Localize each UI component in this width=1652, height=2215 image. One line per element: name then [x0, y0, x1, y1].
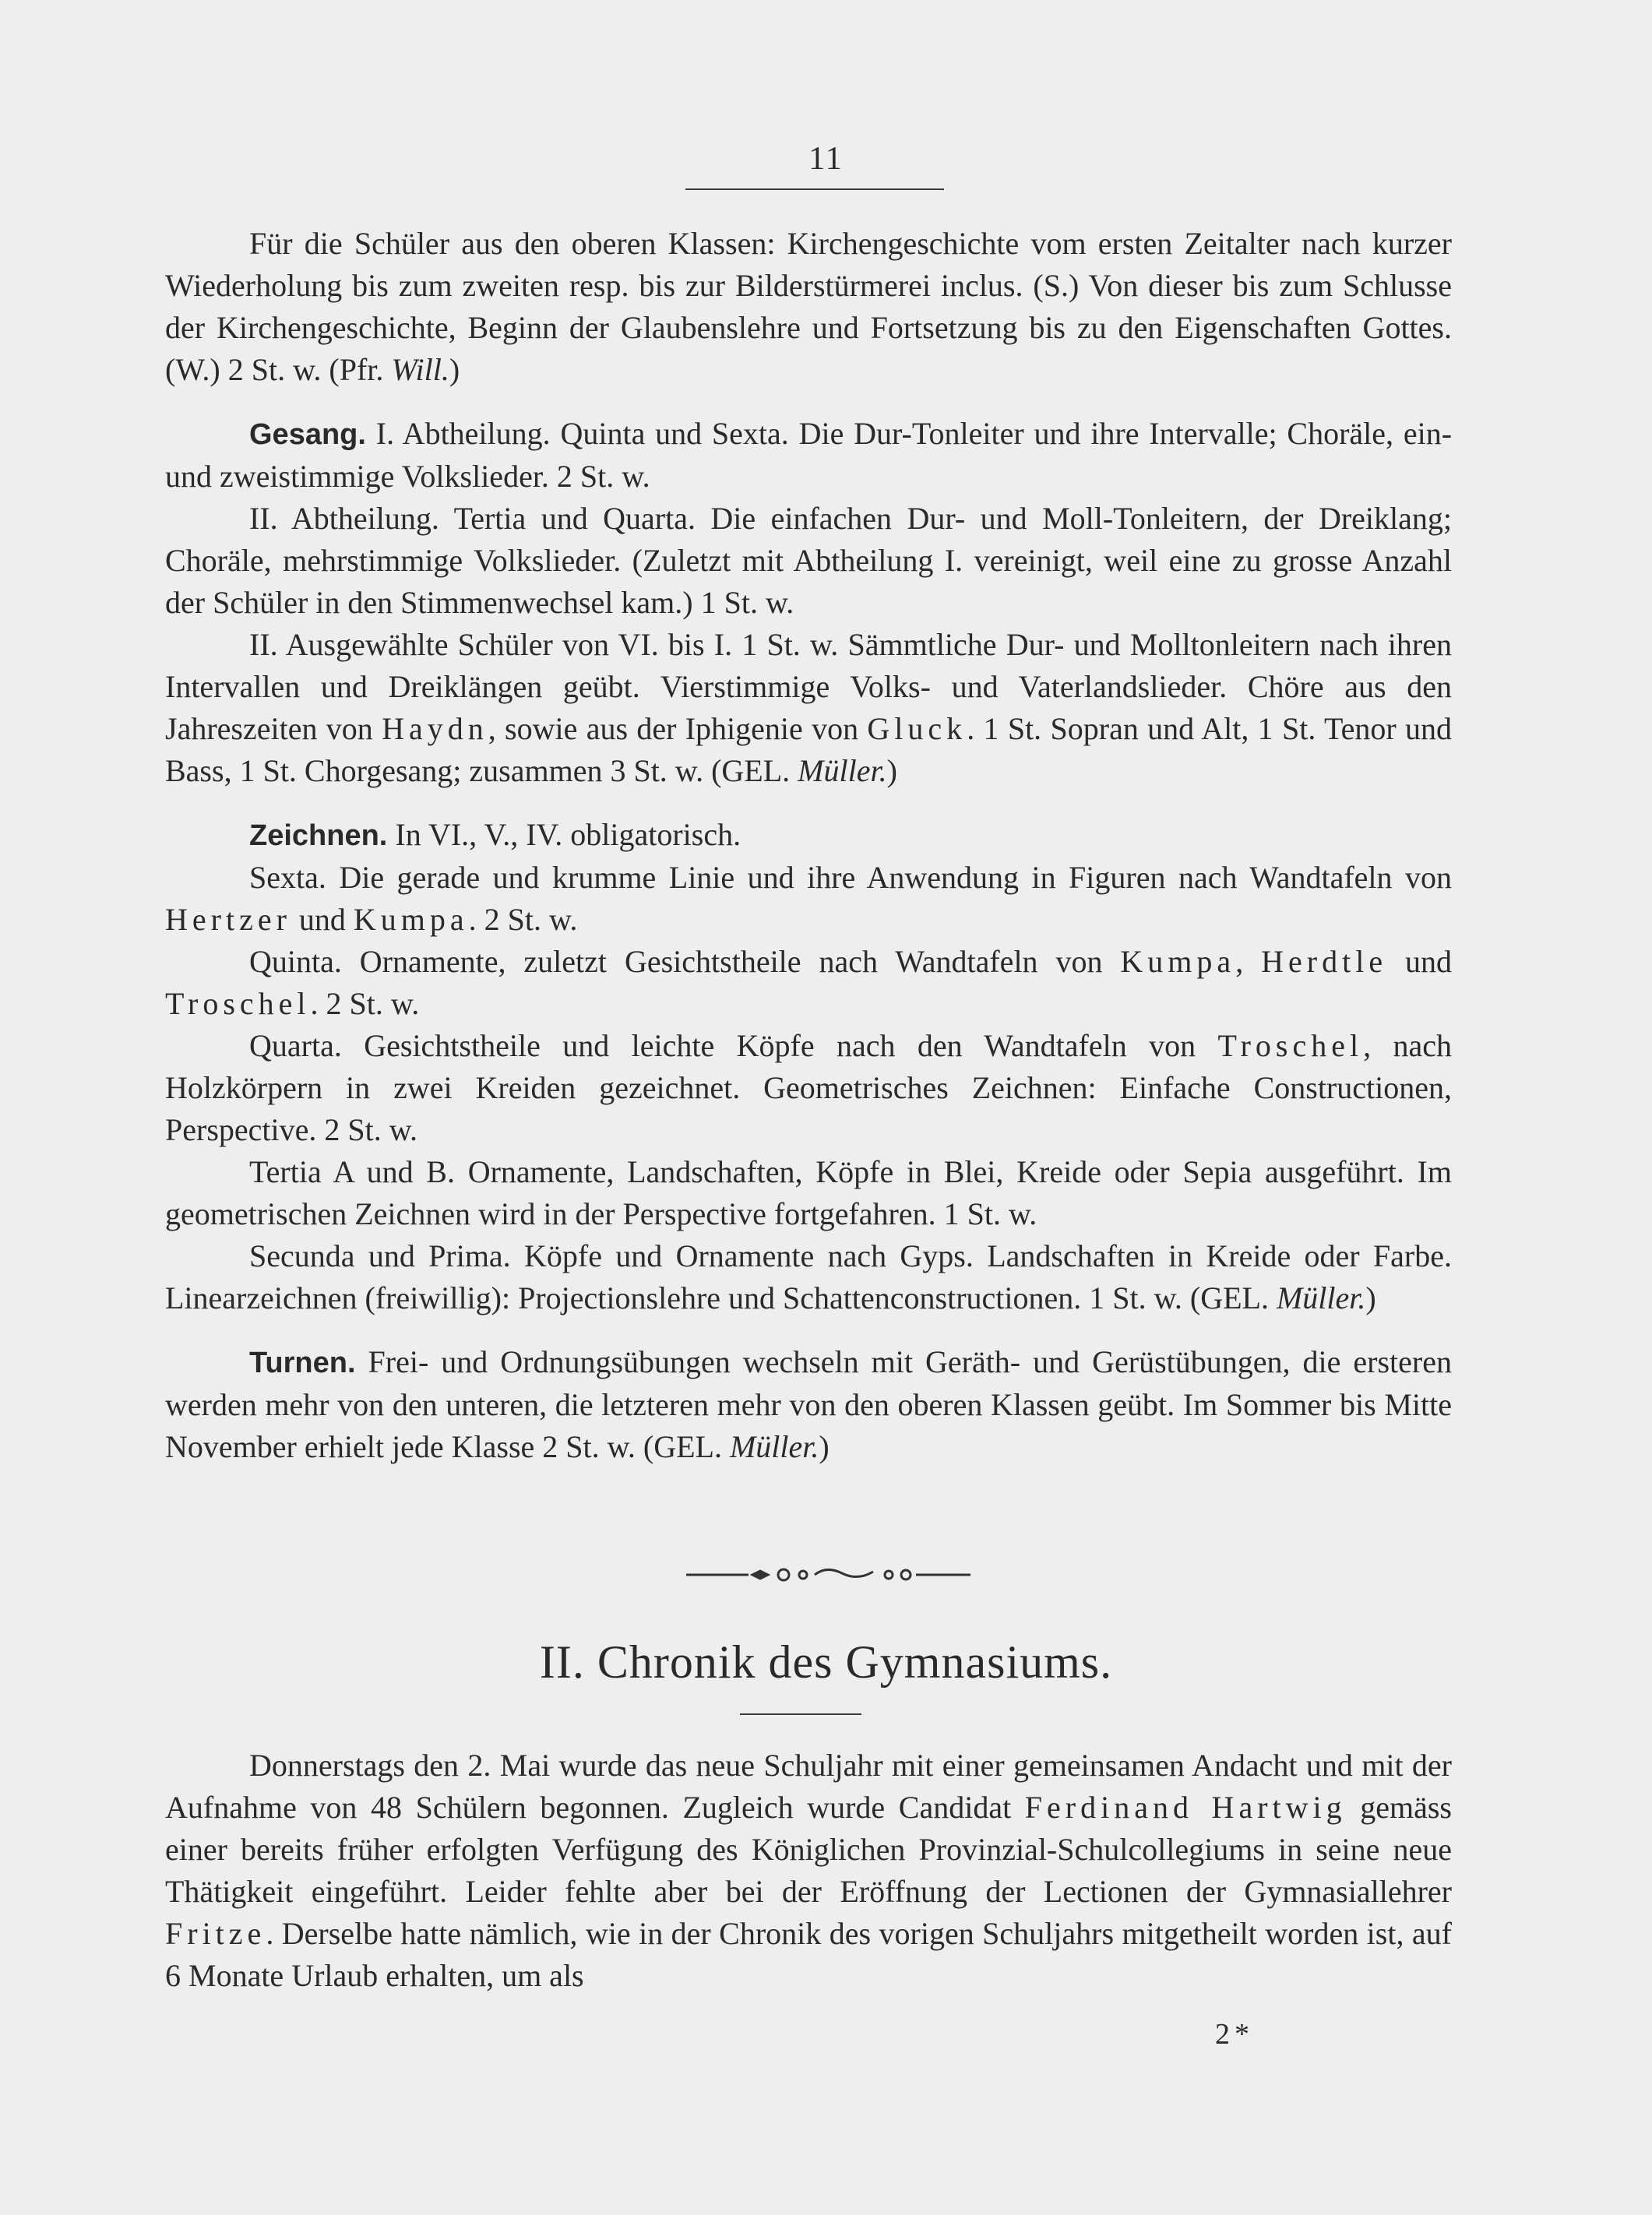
sexta-text-b: und: [291, 902, 354, 937]
gesang-paragraph-2: II. Abtheilung. Tertia und Quarta. Die einfachen Dur- und Moll-Tonleitern, der Dreiklang; Choräle, mehrstimmige Volkslieder. (Zuletzt mit Abtheilung I. vereinigt, weil eine zu grosse Anzahl der Schüler in den Stimmenwechsel kam.) 1 St. w.: [165, 501, 1452, 620]
quinta-text-c: und: [1387, 944, 1453, 979]
quarta-text: Quarta. Gesichtstheile und leichte Köpfe nach den Wandtafeln von: [249, 1028, 1218, 1063]
body-text-upper: [165, 223, 1452, 1468]
signature-mark: 2*: [1215, 2018, 1254, 2051]
gesang-text-1: I. Abtheilung. Quinta und Sexta. Die Dur-Tonleiter und ihre Intervalle; Choräle, ein- und zweistimmige Volkslieder. 2 St. w.: [165, 416, 1453, 494]
gesang-text-3b: , sowie aus der Iphigenie von: [488, 711, 868, 746]
quarta-text-b: , nach Holzkörpern in zwei Kreiden gezeichnet. Geometrisches Zeichnen: Einfache Constructionen, Perspective. 2 St. w.: [165, 1028, 1453, 1147]
section-heading-zeichnen: Zeichnen.: [249, 819, 388, 852]
paren-close: ): [449, 352, 460, 387]
page-number: 11: [808, 141, 844, 177]
religion-paragraph: [165, 223, 1452, 391]
zeichnen-quinta: [165, 941, 1452, 1025]
heading-rule: [740, 1713, 861, 1715]
religion-text: Für die Schüler aus den oberen Klassen: Kirchengeschichte vom ersten Zeitalter nach kurzer Wiederholung bis zum zweiten resp. bis zur Bilderstürmerei inclus. (S.) Von dieser bis zum Schlusse der Kirchengeschichte, Beginn der Glaubenslehre und Fortsetzung bis zu den Eigenschaften Gottes. (W.) 2 St. w. (Pfr.: [165, 226, 1452, 387]
name-kumpa: Kumpa: [1120, 944, 1236, 979]
chronik-text-c: . Derselbe hatte nämlich, wie in der Chronik des vorigen Schuljahrs mitgetheilt worden ist, auf 6 Monate Urlaub erhalten, um als: [165, 1916, 1452, 1993]
name-troschel: Troschel: [165, 986, 311, 1021]
gesang-text-3a: II. Ausgewählte Schüler von VI. bis I. 1 St. w. Sämmtliche Dur- und Molltonleitern nach ihren Intervallen und Dreiklängen geübt. Vierstimmige Volks- und Vaterlandslieder. Chöre aus den Jahreszeiten von: [165, 627, 1452, 746]
teacher-name: Will.: [391, 352, 449, 387]
quinta-text-d: . 2 St. w.: [310, 986, 420, 1021]
chronik-text-a: Donnerstags den 2. Mai wurde das neue Schuljahr mit einer gemeinsamen Andacht und mit der Aufnahme von 48 Schülern begonnen. Zugleich wurde Candidat: [165, 1748, 1452, 1825]
turnen-text: Frei- und Ordnungsübungen wechseln mit Geräth- und Gerüstübungen, die ersteren werden mehr von den unteren, die letzteren mehr von den oberen Klassen geübt. Im Sommer bis Mitte November erhielt jede Klasse 2 St. w. (GEL.: [165, 1344, 1452, 1464]
name-kumpa: Kumpa: [353, 902, 469, 937]
turnen-paragraph: [165, 1341, 1452, 1468]
zeichnen-intro-text: In VI., V., IV. obligatorisch.: [395, 817, 741, 852]
name-herdtle: Herdtle: [1261, 944, 1388, 979]
quinta-text-b: ,: [1235, 944, 1262, 979]
paren-close: ): [819, 1429, 830, 1464]
zeichnen-tertia: Tertia A und B. Ornamente, Landschaften, Köpfe in Blei, Kreide oder Sepia ausgeführt. Im geometrischen Zeichnen wird in der Perspective fortgefahren. 1 St. w.: [165, 1154, 1452, 1231]
gesang-paragraph-1: [165, 413, 1452, 498]
name-hertzer: Hertzer: [165, 902, 291, 937]
sexta-text: Sexta. Die gerade und krumme Linie und ihre Anwendung in Figuren nach Wandtafeln von: [249, 860, 1452, 895]
section-heading-turnen: Turnen.: [249, 1347, 356, 1379]
chronik-paragraph: [165, 1745, 1452, 1997]
zeichnen-quarta: [165, 1025, 1452, 1151]
composer-gluck: Gluck: [867, 711, 967, 746]
paren-close: ): [1365, 1280, 1376, 1315]
zeichnen-intro: [165, 814, 1452, 857]
composer-haydn: Haydn: [382, 711, 488, 746]
paren-close: ): [886, 753, 897, 788]
header-rule: [685, 188, 944, 190]
chapter-heading: II. Chronik des Gymnasiums.: [539, 1636, 1113, 1688]
name-troschel: Troschel: [1217, 1028, 1364, 1063]
teacher-name: Müller.: [1276, 1280, 1366, 1315]
body-text-lower: [165, 1745, 1452, 1997]
secunda-text: Secunda und Prima. Köpfe und Ornamente nach Gyps. Landschaften in Kreide oder Farbe. Linearzeichnen (freiwillig): Projectionslehre und Schattenconstructionen. 1 St. w. (GEL.: [165, 1238, 1452, 1315]
chronik-text-b: gemäss einer bereits früher erfolgten Verfügung des Königlichen Provinzial-Schulcollegiums in seine neue Thätigkeit eingeführt. Leider fehlte aber bei der Eröffnung der Lectionen der Gymnasiallehrer: [165, 1790, 1452, 1909]
sexta-text-c: . 2 St. w.: [468, 902, 578, 937]
name-hartwig: Ferdinand Hartwig: [1024, 1790, 1347, 1825]
name-fritze: Fritze: [165, 1916, 266, 1951]
teacher-name: Müller.: [798, 753, 887, 788]
decorative-ornament: [0, 1564, 1652, 1590]
gesang-text-3c: . 1 St. Sopran und Alt, 1 St. Tenor und Bass, 1 St. Chorgesang; zusammen 3 St. w. (GEL.: [165, 711, 1452, 788]
ornament-flourish-icon: [678, 1564, 974, 1586]
zeichnen-secunda: [165, 1235, 1452, 1319]
teacher-name: Müller.: [729, 1429, 819, 1464]
section-heading-gesang: Gesang.: [249, 418, 366, 451]
zeichnen-sexta: [165, 857, 1452, 941]
quinta-text: Quinta. Ornamente, zuletzt Gesichtstheile nach Wandtafeln von: [249, 944, 1121, 979]
gesang-paragraph-3: [165, 624, 1452, 792]
